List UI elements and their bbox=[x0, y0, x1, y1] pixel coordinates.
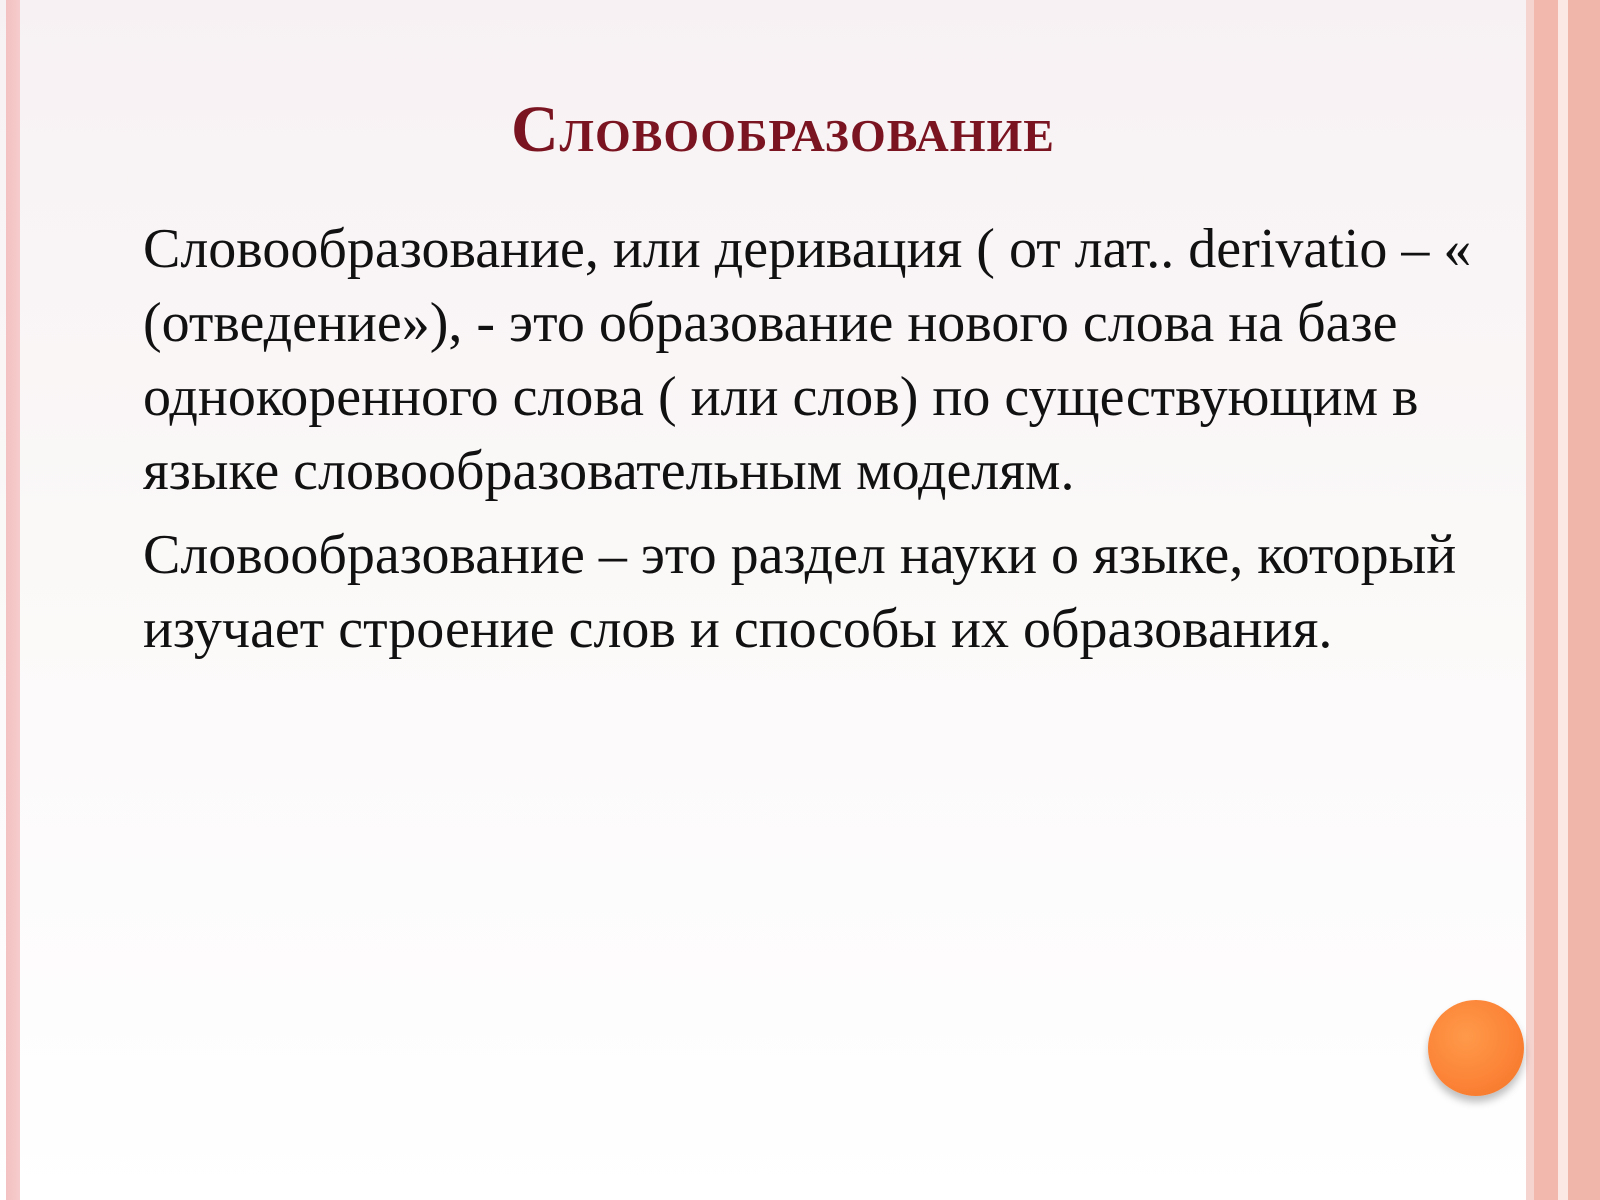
orange-circle-icon bbox=[1428, 1000, 1524, 1096]
slide-body bbox=[143, 212, 1513, 676]
slide-title: Словообразование bbox=[511, 93, 1055, 166]
right-stripe-2 bbox=[1534, 0, 1558, 1200]
right-stripe-1 bbox=[1526, 0, 1534, 1200]
section-description-paragraph: Словообразование – это раздел науки о языке, который изучает строение слов и способы их образования. bbox=[143, 524, 1457, 660]
left-decorative-stripe bbox=[6, 0, 20, 1200]
definition-paragraph: Словообразование, или деривация ( от лат.. derivatio – « (отведение»), - это образование нового слова на базе однокоренного слова ( или слов) по существующим в языке словообразовательным моделям. bbox=[143, 218, 1472, 502]
right-stripe-3 bbox=[1558, 0, 1568, 1200]
right-decorative-stripes bbox=[1526, 0, 1600, 1200]
right-stripe-4 bbox=[1568, 0, 1600, 1200]
